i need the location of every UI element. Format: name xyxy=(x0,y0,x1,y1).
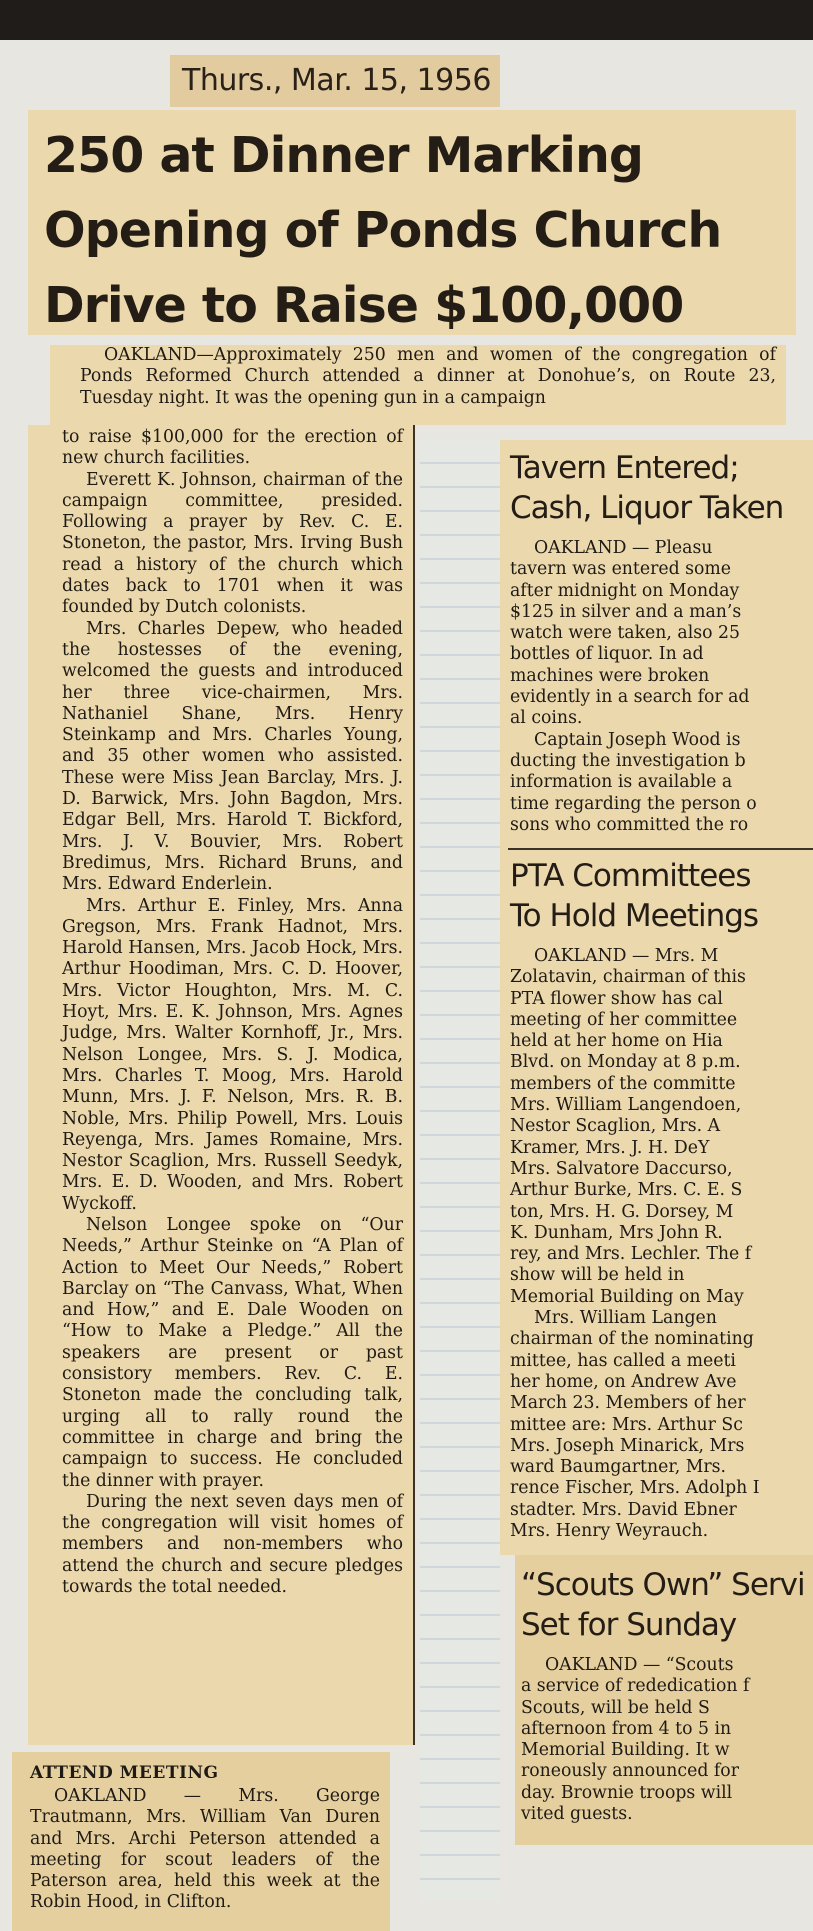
story-line: Mrs. Salvatore Daccurso, xyxy=(510,1158,733,1179)
page-top-edge xyxy=(0,0,813,44)
dateline-clipping xyxy=(170,55,500,107)
story-line: show will be held in xyxy=(510,1265,685,1286)
ruled-paper-gap xyxy=(420,440,500,1900)
story-line: meeting of her committee xyxy=(510,1009,738,1030)
pta-headline-line-2: To Hold Meetings xyxy=(510,898,759,934)
main-story-column xyxy=(28,425,413,1745)
dateline: Thurs., Mar. 15, 1956 xyxy=(182,63,491,98)
story-line: day. Brownie troops will xyxy=(521,1782,733,1803)
story-line: Scouts, will be held S xyxy=(521,1697,710,1718)
pta-headline-line-1: PTA Committees xyxy=(510,858,751,894)
story-line: bottles of liquor. In ad xyxy=(510,644,704,665)
story-line: rey, and Mrs. Lechler. The f xyxy=(510,1244,752,1265)
lead-paragraph: OAKLAND—Approximately 250 men and women of the congregation of Ponds Reformed Church attended a dinner at Donohue’s, on Route 23, Tuesday night. It was the opening gun in a campaign xyxy=(80,345,776,408)
story-line: Captain Joseph Wood is xyxy=(534,729,741,750)
story-line: Nestor Scaglion, Mrs. A xyxy=(510,1116,721,1137)
story-line: Memorial Building on May xyxy=(510,1286,744,1307)
story-line: Blvd. on Monday at 8 p.m. xyxy=(510,1052,741,1073)
story-line: sons who committed the ro xyxy=(510,814,749,835)
story-line: March 23. Members of her xyxy=(510,1393,746,1414)
story-line: Mrs. Joseph Minarick, Mrs xyxy=(510,1435,745,1456)
story-line: PTA flower show has cal xyxy=(510,988,723,1009)
story-line: rence Fischer, Mrs. Adolph I xyxy=(510,1478,760,1499)
story-line: afternoon from 4 to 5 in xyxy=(521,1718,732,1739)
main-headline-clipping xyxy=(28,110,796,335)
attend-paragraph: OAKLAND — Mrs. George Trautmann, Mrs. William Van Duren and Mrs. Archi Peterson attended a meeting for scout leaders of the Paterson area, held this week at the Robin Hood, in Clifton. xyxy=(30,1786,380,1913)
pta-headline xyxy=(510,856,813,936)
story-line: K. Dunham, Mrs John R. xyxy=(510,1222,723,1243)
story-line: a service of rededication f xyxy=(521,1676,750,1697)
story-line: Mrs. William Langendoen, xyxy=(510,1095,742,1116)
tavern-headline-line-1: Tavern Entered; xyxy=(510,450,739,486)
story-line: information is available a xyxy=(510,772,733,793)
tavern-story-clipping xyxy=(500,440,813,850)
scouts-headline-line-2: Set for Sunday xyxy=(521,1607,737,1643)
story-line: Mrs. Henry Weyrauch. xyxy=(510,1521,709,1542)
main-story-lead xyxy=(50,345,786,425)
story-line: evidently in a search for ad xyxy=(510,687,750,708)
attend-meeting-clipping xyxy=(12,1752,390,1931)
story-line: OAKLAND — Pleasu xyxy=(534,538,713,558)
story-line: her home, on Andrew Ave xyxy=(510,1371,737,1392)
story-paragraph: Mrs. Arthur E. Finley, Mrs. Anna Gregson, Mrs. Frank Hadnot, Mrs. Harold Hansen, Mrs. Jacob Hock, Mrs. Arthur Hoodiman, Mrs. C. D. Hoover, Mrs. Victor Houghton, Mrs. M. C. Hoyt, Mrs. E. K. Johnson, Mrs. Agnes Judge, Mrs. Walter Kornhoff, Jr., Mrs. Nelson Longee, Mrs. S. J. Modica, Mrs. Charles T. Moog, Mrs. Harold Munn, Mrs. J. F. Nelson, Mrs. R. B. Noble, Mrs. Philip Powell, Mrs. Louis Reyenga, Mrs. James Romaine, Mrs. Nestor Scaglion, Mrs. Russell Seedyk, Mrs. E. D. Wooden, and Mrs. Robert Wyckoff. xyxy=(62,895,403,1214)
story-paragraph: Everett K. Johnson, chairman of the campaign committee, presided. Following a prayer by Rev. C. E. Stoneton, the pastor, Mrs. Irving Bush read a history of the church which dates back to 1701 when it was founded by Dutch colonists. xyxy=(62,469,403,618)
tavern-headline-line-2: Cash, Liquor Taken xyxy=(510,490,784,526)
story-line: held at her home on Hia xyxy=(510,1031,723,1052)
story-line: roneously announced for xyxy=(521,1761,739,1782)
pta-story-clipping xyxy=(500,850,813,1555)
story-line: ward Baumgartner, Mrs. xyxy=(510,1457,727,1478)
story-line: mittee are: Mrs. Arthur Sc xyxy=(510,1414,743,1435)
story-line: Arthur Burke, Mrs. C. E. S xyxy=(510,1180,743,1201)
story-line: al coins. xyxy=(510,708,583,729)
column-rule xyxy=(413,425,415,1745)
story-line: Kramer, Mrs. J. H. DeY xyxy=(510,1137,710,1158)
story-line: Zolatavin, chairman of this xyxy=(510,967,746,988)
story-line: time regarding the person o xyxy=(510,793,757,814)
story-line: chairman of the nominating xyxy=(510,1329,754,1350)
scouts-story-clipping xyxy=(515,1555,813,1845)
story-line: members of the committe xyxy=(510,1073,736,1094)
scouts-headline-line-1: “Scouts Own” Servi xyxy=(521,1567,805,1603)
story-line: $125 in silver and a man’s xyxy=(510,601,742,622)
story-line: tavern was entered some xyxy=(510,559,732,580)
story-line: watch were taken, also 25 xyxy=(510,623,740,644)
story-paragraph: Mrs. Charles Depew, who headed the hostesses of the evening, welcomed the guests and introduced her three vice-chairmen, Mrs. Nathaniel Shane, Mrs. Henry Steinkamp and Mrs. Charles Young, and 35 other women who assisted. These were Miss Jean Barclay, Mrs. J. D. Barwick, Mrs. John Bagdon, Mrs. Edgar Bell, Mrs. Harold T. Bickford, Mrs. J. V. Bouvier, Mrs. Robert Bredimus, Mrs. Richard Bruns, and Mrs. Edward Enderlein. xyxy=(62,618,403,895)
tavern-headline xyxy=(510,448,813,528)
story-line: vited guests. xyxy=(521,1804,633,1825)
story-paragraph: Nelson Longee spoke on “Our Needs,” Arthur Steinke on “A Plan of Action to Meet Our Needs,” Robert Barclay on “The Canvass, What, When and How,” and E. Dale Wooden on “How to Make a Pledge.” All the speakers are present or past consistory members. Rev. C. E. Stoneton made the concluding talk, urging all to rally round the committee in charge and bring the campaign to success. He concluded the dinner with prayer. xyxy=(62,1214,403,1491)
attend-headline: ATTEND MEETING xyxy=(30,1763,219,1783)
story-line: stadter. Mrs. David Ebner xyxy=(510,1499,737,1520)
story-line: Mrs. William Langen xyxy=(534,1308,717,1329)
story-line: after midnight on Monday xyxy=(510,580,740,601)
story-paragraph: During the next seven days men of the congregation will visit homes of members and non-members who attend the church and secure pledges towards the total needed. xyxy=(62,1491,403,1598)
story-line: Memorial Building. It w xyxy=(521,1740,730,1761)
scouts-headline xyxy=(521,1565,813,1645)
headline-line-1: 250 at Dinner Marking xyxy=(44,127,643,184)
story-line: machines were broken xyxy=(510,665,710,686)
headline-line-3: Drive to Raise $100,000 xyxy=(44,277,684,334)
story-line: ton, Mrs. H. G. Dorsey, M xyxy=(510,1201,734,1222)
story-line: ducting the investigation b xyxy=(510,750,746,771)
headline-line-2: Opening of Ponds Church xyxy=(44,202,722,259)
story-line: mittee, has called a meeti xyxy=(510,1350,736,1371)
story-line: OAKLAND — “Scouts xyxy=(545,1655,734,1675)
story-paragraph: to raise $100,000 for the erection of new church facilities. xyxy=(62,427,403,469)
story-line: OAKLAND — Mrs. M xyxy=(534,946,719,966)
